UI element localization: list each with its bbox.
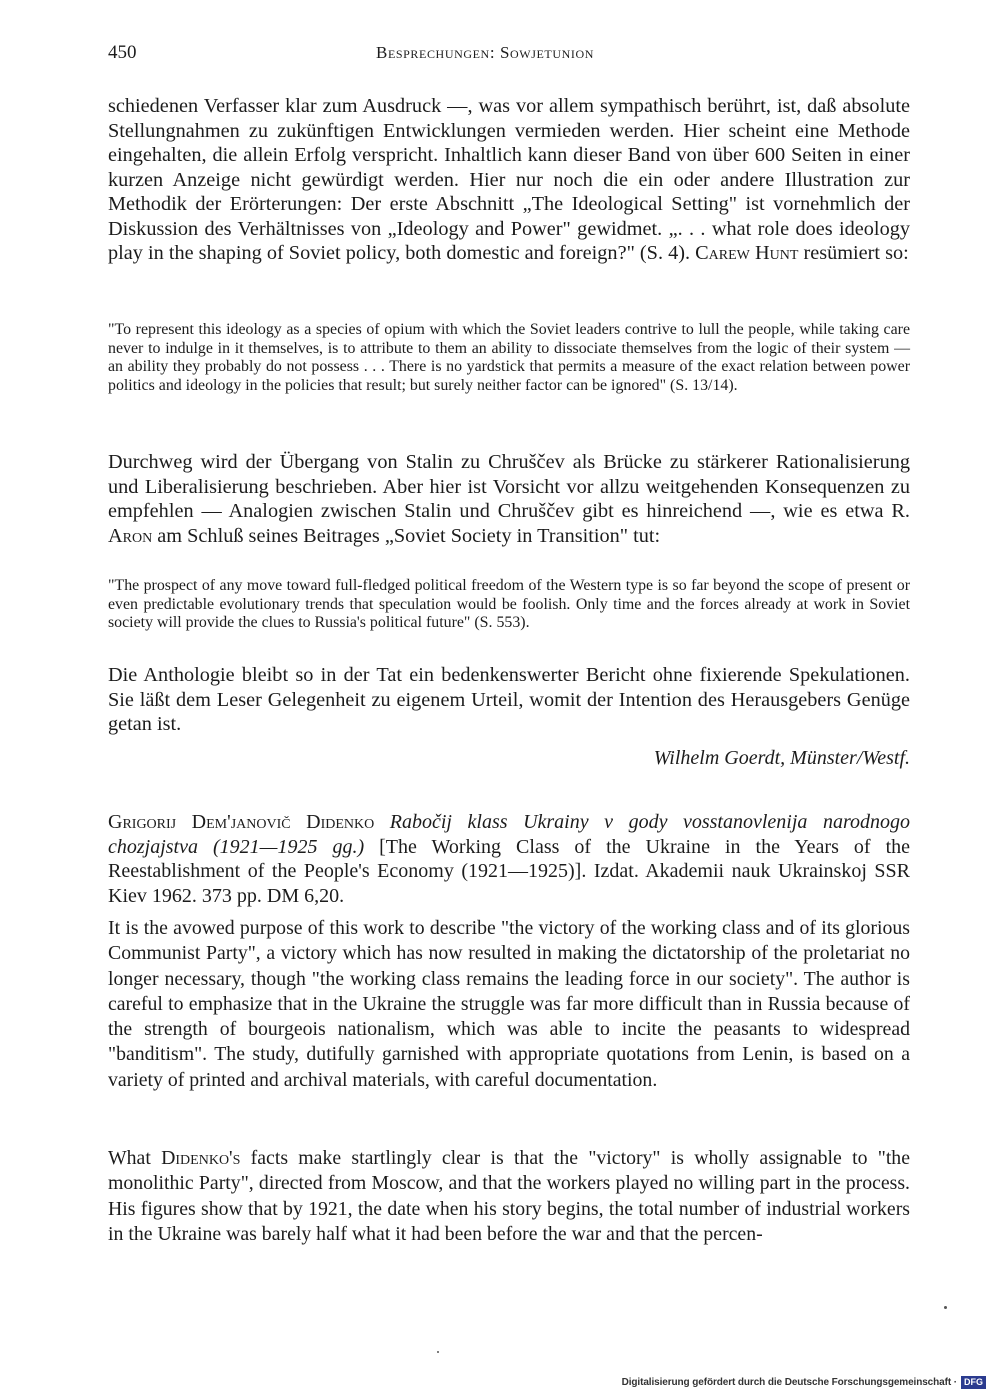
review-2-paragraph-1 [108, 916, 910, 1093]
review-2-paragraph-2-text-end: facts make startlingly clear is that the "victory" is wholly assignable to "the monolithic Party", directed from Moscow, and that the workers played no willing part in the process. His figures show that by 1921, the date when his story begins, the total number of industrial workers in the Ukraine was barely half what it had been before the war and that the percen- [108, 1147, 910, 1245]
cited-author: Didenko's [161, 1147, 241, 1169]
book-title: Rabočij klass Ukrainy v gody vosstanovlenija narodnogo chozjajstva (1921—1925 gg.) [108, 811, 910, 858]
review-1-paragraph-2 [108, 450, 910, 548]
review-1-paragraph-1-text-end: resümiert so: [803, 242, 909, 264]
block-quote-1 [108, 321, 910, 396]
scan-speck [437, 1351, 439, 1353]
block-quote-1-text: "To represent this ideology as a species of opium with which the Soviet leaders contrive to lull the people, while taking care never to indulge in it themselves, is to attribute to them an ability to dissociate themselves from the logic of their system — an ability they probably do not possess . . . There is no yardstick that permits a measure of the exact relation between power politics and ideology in the policies that result; but surely neither factor can be ignored" (S. 13/14). [108, 321, 910, 395]
book-author: Grigorij Dem'janovič Didenko [108, 811, 375, 833]
review-signature-text: Wilhelm Goerdt, Münster/Westf. [653, 747, 910, 769]
review-2-paragraph-1-text: It is the avowed purpose of this work to describe "the victory of the working class and of its glorious Communist Party", a victory which has now resulted in making the dictatorship of the proletariat no longer necessary, though "the working class remains the leading force in our society". The author is careful to emphasize that in the Ukraine the struggle was far more difficult than in Russia because of the strength of bourgeois nationalism, which was able to incite the peasants to widespread "banditism". The study, dutifully garnished with appropriate quotations from Lenin, is based on a variety of printed and archival materials, with careful documentation. [108, 917, 910, 1091]
running-head: Besprechungen: Sowjetunion [376, 43, 595, 62]
cited-author: Carew Hunt [695, 242, 799, 264]
block-quote-2-text: "The prospect of any move toward full-fledged political freedom of the Western type is so far beyond the scope of present or even predictable evolutionary trends that speculation would be foolish. Only time and the forces already at work in Soviet society will provide the clues to Russia's political future" (S. 553). [108, 577, 910, 632]
review-1-paragraph-1-text: schiedenen Verfasser klar zum Ausdruck —, was vor allem sympathisch berührt, ist, daß absolute Stellungnahmen zu zukünftigen Entwicklungen vermieden werden. Hier scheint eine Methode eingehalten, die allein Erfolg verspricht. Inhaltlich kann dieser Band von über 600 Seiten in einer kurzen Anzeige nicht gewürdigt werden. Hier nur noch die ein oder andere Illustration zur Methodik der Erörterungen: Der erste Abschnitt „The Ideological Setting" ist vornehmlich der Diskussion des Verhältnisses von „Ideology and Power" gewidmet. „. . . what role does ideology play in the shaping of Soviet policy, both domestic and foreign?" (S. 4). [108, 95, 910, 264]
review-1-paragraph-3 [108, 663, 910, 737]
block-quote-2 [108, 577, 910, 633]
digitization-footer [622, 1375, 986, 1389]
review-1-paragraph-2-text-end: am Schluß seines Beitrages „Soviet Society in Transition" tut: [157, 524, 661, 547]
review-1-paragraph-2-text: Durchweg wird der Übergang von Stalin zu Chruščev als Brücke zu stärkerer Rationalisierung und Liberalisierung beschrieben. Aber hier ist Vorsicht vor allzu weitgehenden Konsequenzen zu empfehlen — Analogien zwischen Stalin und Chruščev gibt es hinreichend —, wie es etwa R. [108, 451, 910, 522]
page-header [108, 42, 912, 70]
cited-author: Aron [108, 524, 153, 547]
review-2-paragraph-2-text: What [108, 1147, 151, 1169]
scan-speck [944, 1306, 947, 1309]
book-details: [The Working Class of the Ukraine in the Years of the Reestablishment of the People's Economy (1921—1925)]. Izdat. Akademii nauk Ukrainskoj SSR Kiev 1962. 373 pp. DM 6,20. [108, 835, 910, 908]
bibliographic-citation [108, 810, 910, 909]
footer-text: Digitalisierung gefördert durch die Deutsche Forschungsgemeinschaft · [621, 1376, 957, 1388]
review-signature [108, 746, 910, 770]
review-1-paragraph-1 [108, 94, 910, 266]
review-2-paragraph-2 [108, 1146, 910, 1247]
review-1-paragraph-3-text: Die Anthologie bleibt so in der Tat ein bedenkenswerter Bericht ohne fixierende Spekulationen. Sie läßt dem Leser Gelegenheit zu eigenem Urteil, womit der Intention des Herausgebers Genüge getan ist. [108, 664, 910, 735]
dfg-logo-icon: DFG [961, 1376, 986, 1389]
page-number: 450 [108, 42, 137, 63]
